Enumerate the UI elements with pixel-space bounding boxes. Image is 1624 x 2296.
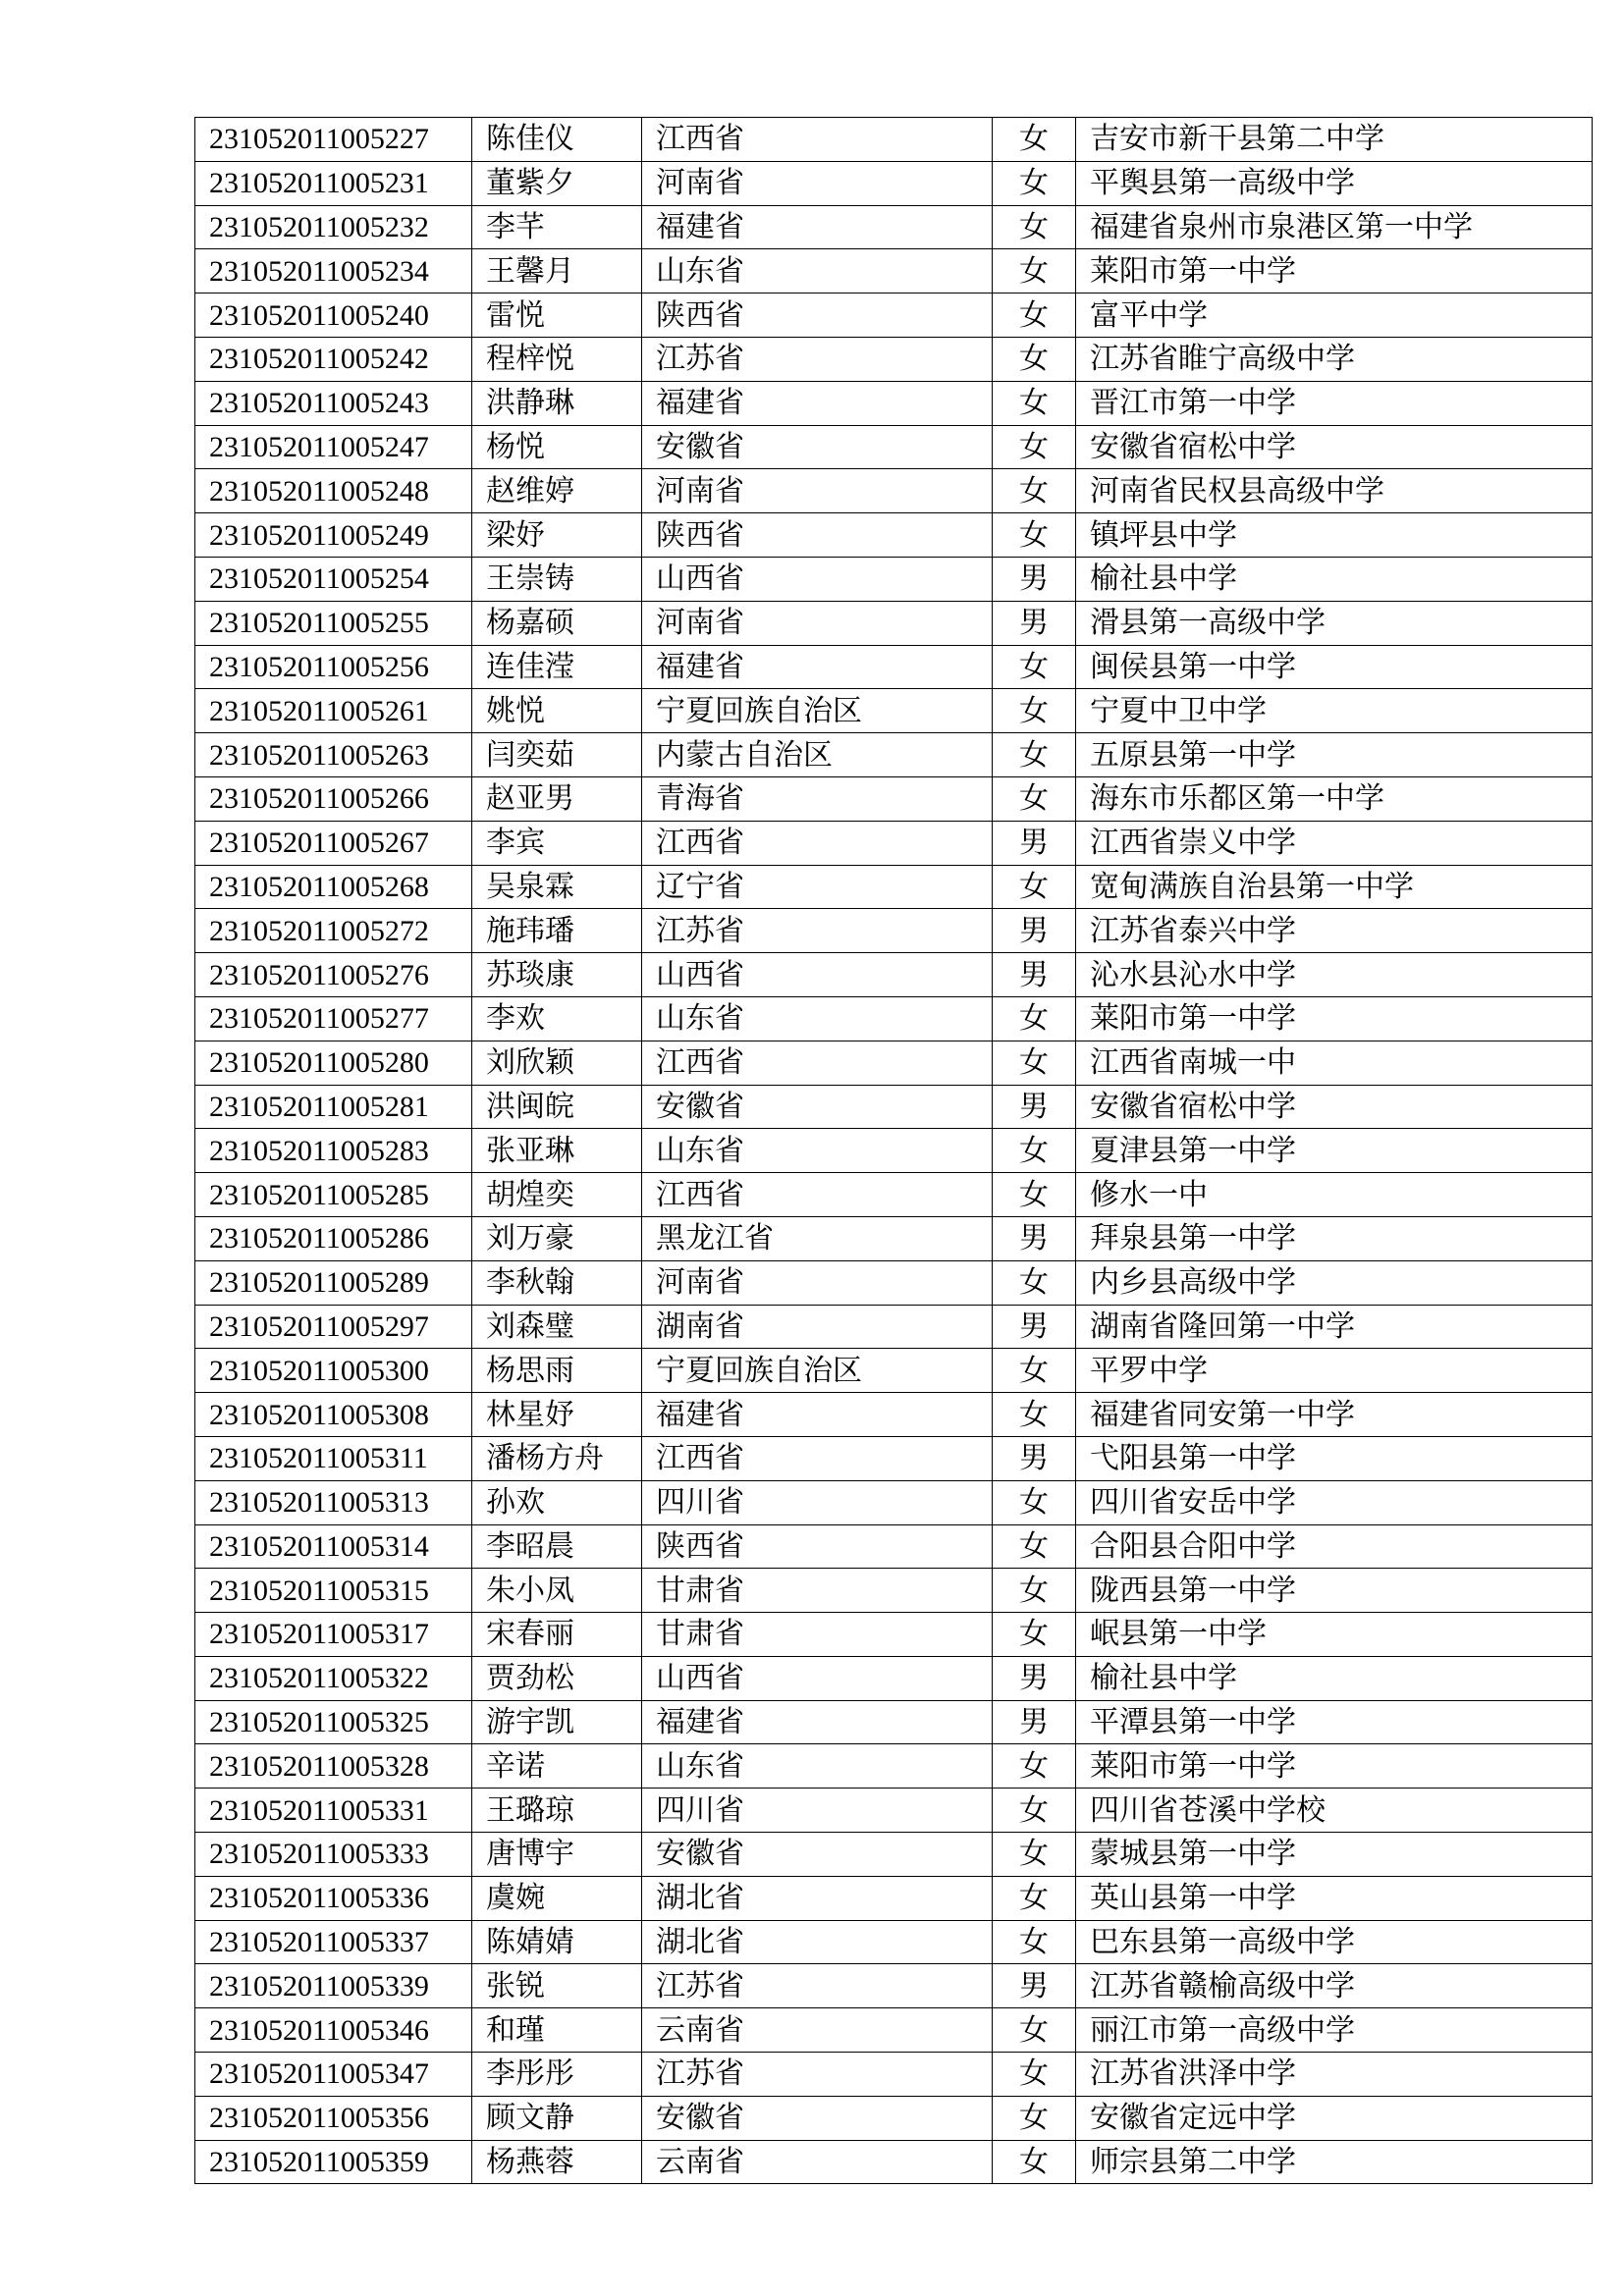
gender-cell: 女	[993, 1744, 1076, 1789]
gender-cell: 女	[993, 294, 1076, 338]
school-cell: 闽侯县第一中学	[1076, 645, 1593, 689]
gender-cell: 女	[993, 1260, 1076, 1305]
province-cell: 河南省	[642, 469, 993, 513]
student-name-cell: 张锐	[472, 1964, 642, 2008]
gender-cell: 女	[993, 2096, 1076, 2140]
gender-cell: 女	[993, 733, 1076, 777]
province-cell: 福建省	[642, 1393, 993, 1437]
province-cell: 江苏省	[642, 2053, 993, 2097]
table-row	[195, 205, 1593, 249]
school-cell: 巴东县第一高级中学	[1076, 1920, 1593, 1964]
gender-cell: 女	[993, 1393, 1076, 1437]
gender-cell: 女	[993, 2053, 1076, 2097]
gender-cell: 女	[993, 996, 1076, 1041]
table-row	[195, 1876, 1593, 1920]
table-row	[195, 1833, 1593, 1877]
student-name-cell: 王璐琼	[472, 1789, 642, 1833]
student-name-cell: 辛诺	[472, 1744, 642, 1789]
student-id-cell: 231052011005240	[195, 294, 472, 338]
student-name-cell: 刘欣颖	[472, 1041, 642, 1085]
gender-cell: 女	[993, 1569, 1076, 1613]
gender-cell: 女	[993, 118, 1076, 162]
student-name-cell: 李欢	[472, 996, 642, 1041]
gender-cell: 女	[993, 2140, 1076, 2184]
student-id-cell: 231052011005339	[195, 1964, 472, 2008]
student-id-cell: 231052011005347	[195, 2053, 472, 2097]
table-row	[195, 733, 1593, 777]
student-name-cell: 李宾	[472, 821, 642, 865]
province-cell: 江苏省	[642, 909, 993, 953]
student-name-cell: 王馨月	[472, 249, 642, 294]
student-name-cell: 王崇铸	[472, 557, 642, 601]
student-id-cell: 231052011005263	[195, 733, 472, 777]
student-name-cell: 张亚琳	[472, 1129, 642, 1173]
province-cell: 福建省	[642, 645, 993, 689]
student-name-cell: 陈婧婧	[472, 1920, 642, 1964]
school-cell: 平舆县第一高级中学	[1076, 161, 1593, 205]
gender-cell: 女	[993, 865, 1076, 909]
school-cell: 五原县第一中学	[1076, 733, 1593, 777]
student-name-cell: 闫奕茹	[472, 733, 642, 777]
table-row	[195, 2096, 1593, 2140]
school-cell: 富平中学	[1076, 294, 1593, 338]
table-row	[195, 645, 1593, 689]
province-cell: 山东省	[642, 996, 993, 1041]
gender-cell: 男	[993, 1305, 1076, 1349]
table-row	[195, 1524, 1593, 1569]
school-cell: 英山县第一中学	[1076, 1876, 1593, 1920]
table-row	[195, 1173, 1593, 1217]
table-row	[195, 1569, 1593, 1613]
school-cell: 四川省苍溪中学校	[1076, 1789, 1593, 1833]
gender-cell: 女	[993, 1349, 1076, 1393]
student-name-cell: 李芊	[472, 205, 642, 249]
school-cell: 修水一中	[1076, 1173, 1593, 1217]
student-name-cell: 陈佳仪	[472, 118, 642, 162]
school-cell: 丽江市第一高级中学	[1076, 2008, 1593, 2053]
gender-cell: 男	[993, 1656, 1076, 1700]
student-name-cell: 雷悦	[472, 294, 642, 338]
student-name-cell: 程梓悦	[472, 337, 642, 381]
province-cell: 山东省	[642, 249, 993, 294]
province-cell: 四川省	[642, 1480, 993, 1524]
table-row	[195, 2053, 1593, 2097]
student-name-cell: 梁妤	[472, 513, 642, 558]
gender-cell: 女	[993, 337, 1076, 381]
student-id-cell: 231052011005325	[195, 1700, 472, 1744]
student-name-cell: 杨燕蓉	[472, 2140, 642, 2184]
gender-cell: 女	[993, 1041, 1076, 1085]
table-row	[195, 601, 1593, 645]
province-cell: 湖南省	[642, 1305, 993, 1349]
student-name-cell: 杨悦	[472, 425, 642, 469]
province-cell: 江西省	[642, 1436, 993, 1480]
student-name-cell: 和瑾	[472, 2008, 642, 2053]
student-id-cell: 231052011005243	[195, 381, 472, 425]
school-cell: 内乡县高级中学	[1076, 1260, 1593, 1305]
school-cell: 江西省崇义中学	[1076, 821, 1593, 865]
table-row	[195, 161, 1593, 205]
province-cell: 山西省	[642, 557, 993, 601]
school-cell: 福建省同安第一中学	[1076, 1393, 1593, 1437]
student-name-cell: 朱小凤	[472, 1569, 642, 1613]
student-id-cell: 231052011005359	[195, 2140, 472, 2184]
province-cell: 江西省	[642, 118, 993, 162]
school-cell: 岷县第一中学	[1076, 1613, 1593, 1657]
province-cell: 湖北省	[642, 1876, 993, 1920]
gender-cell: 女	[993, 1833, 1076, 1877]
gender-cell: 女	[993, 1129, 1076, 1173]
student-name-cell: 胡煌奕	[472, 1173, 642, 1217]
student-name-cell: 洪闽皖	[472, 1085, 642, 1129]
gender-cell: 女	[993, 469, 1076, 513]
gender-cell: 女	[993, 689, 1076, 733]
table-row	[195, 1216, 1593, 1260]
school-cell: 安徽省定远中学	[1076, 2096, 1593, 2140]
table-row	[195, 1041, 1593, 1085]
student-id-cell: 231052011005280	[195, 1041, 472, 1085]
student-id-cell: 231052011005289	[195, 1260, 472, 1305]
gender-cell: 女	[993, 205, 1076, 249]
student-id-cell: 231052011005285	[195, 1173, 472, 1217]
school-cell: 福建省泉州市泉港区第一中学	[1076, 205, 1593, 249]
student-name-cell: 李昭晨	[472, 1524, 642, 1569]
province-cell: 黑龙江省	[642, 1216, 993, 1260]
table-row	[195, 1700, 1593, 1744]
province-cell: 陕西省	[642, 1524, 993, 1569]
student-id-cell: 231052011005333	[195, 1833, 472, 1877]
student-name-cell: 吴泉霖	[472, 865, 642, 909]
student-name-cell: 刘森璧	[472, 1305, 642, 1349]
province-cell: 安徽省	[642, 425, 993, 469]
student-id-cell: 231052011005254	[195, 557, 472, 601]
province-cell: 安徽省	[642, 1833, 993, 1877]
student-id-cell: 231052011005356	[195, 2096, 472, 2140]
student-id-cell: 231052011005286	[195, 1216, 472, 1260]
student-id-cell: 231052011005227	[195, 118, 472, 162]
province-cell: 河南省	[642, 161, 993, 205]
school-cell: 拜泉县第一中学	[1076, 1216, 1593, 1260]
province-cell: 河南省	[642, 1260, 993, 1305]
gender-cell: 女	[993, 1173, 1076, 1217]
province-cell: 江西省	[642, 1173, 993, 1217]
province-cell: 云南省	[642, 2008, 993, 2053]
table-row	[195, 118, 1593, 162]
student-name-cell: 唐博宇	[472, 1833, 642, 1877]
school-cell: 平罗中学	[1076, 1349, 1593, 1393]
student-name-cell: 洪静琳	[472, 381, 642, 425]
gender-cell: 女	[993, 1920, 1076, 1964]
table-row	[195, 821, 1593, 865]
table-row	[195, 425, 1593, 469]
province-cell: 陕西省	[642, 513, 993, 558]
province-cell: 宁夏回族自治区	[642, 689, 993, 733]
school-cell: 榆社县中学	[1076, 557, 1593, 601]
province-cell: 河南省	[642, 601, 993, 645]
gender-cell: 男	[993, 1085, 1076, 1129]
gender-cell: 男	[993, 953, 1076, 997]
student-name-cell: 杨嘉硕	[472, 601, 642, 645]
gender-cell: 男	[993, 1216, 1076, 1260]
school-cell: 师宗县第二中学	[1076, 2140, 1593, 2184]
table-row	[195, 1436, 1593, 1480]
gender-cell: 男	[993, 909, 1076, 953]
student-name-cell: 施玮璠	[472, 909, 642, 953]
school-cell: 平潭县第一中学	[1076, 1700, 1593, 1744]
student-id-cell: 231052011005232	[195, 205, 472, 249]
student-id-cell: 231052011005322	[195, 1656, 472, 1700]
student-name-cell: 游宇凯	[472, 1700, 642, 1744]
table-row	[195, 1656, 1593, 1700]
gender-cell: 男	[993, 821, 1076, 865]
gender-cell: 女	[993, 249, 1076, 294]
roster-table	[194, 117, 1593, 2184]
school-cell: 蒙城县第一中学	[1076, 1833, 1593, 1877]
student-id-cell: 231052011005266	[195, 776, 472, 821]
student-name-cell: 董紫夕	[472, 161, 642, 205]
student-id-cell: 231052011005242	[195, 337, 472, 381]
table-row	[195, 1789, 1593, 1833]
province-cell: 山东省	[642, 1744, 993, 1789]
table-row	[195, 996, 1593, 1041]
province-cell: 安徽省	[642, 2096, 993, 2140]
province-cell: 山西省	[642, 1656, 993, 1700]
student-id-cell: 231052011005337	[195, 1920, 472, 1964]
student-id-cell: 231052011005313	[195, 1480, 472, 1524]
student-id-cell: 231052011005311	[195, 1436, 472, 1480]
student-id-cell: 231052011005315	[195, 1569, 472, 1613]
student-name-cell: 赵维婷	[472, 469, 642, 513]
school-cell: 莱阳市第一中学	[1076, 249, 1593, 294]
table-row	[195, 1129, 1593, 1173]
student-id-cell: 231052011005272	[195, 909, 472, 953]
school-cell: 莱阳市第一中学	[1076, 1744, 1593, 1789]
province-cell: 安徽省	[642, 1085, 993, 1129]
province-cell: 福建省	[642, 381, 993, 425]
student-name-cell: 李秋翰	[472, 1260, 642, 1305]
student-id-cell: 231052011005317	[195, 1613, 472, 1657]
school-cell: 合阳县合阳中学	[1076, 1524, 1593, 1569]
school-cell: 河南省民权县高级中学	[1076, 469, 1593, 513]
table-row	[195, 2008, 1593, 2053]
gender-cell: 男	[993, 601, 1076, 645]
student-id-cell: 231052011005256	[195, 645, 472, 689]
province-cell: 湖北省	[642, 1920, 993, 1964]
student-id-cell: 231052011005281	[195, 1085, 472, 1129]
province-cell: 青海省	[642, 776, 993, 821]
student-id-cell: 231052011005328	[195, 1744, 472, 1789]
school-cell: 夏津县第一中学	[1076, 1129, 1593, 1173]
gender-cell: 女	[993, 1480, 1076, 1524]
school-cell: 江西省南城一中	[1076, 1041, 1593, 1085]
student-id-cell: 231052011005234	[195, 249, 472, 294]
province-cell: 江苏省	[642, 1964, 993, 2008]
table-row	[195, 1613, 1593, 1657]
student-id-cell: 231052011005277	[195, 996, 472, 1041]
student-name-cell: 姚悦	[472, 689, 642, 733]
student-id-cell: 231052011005255	[195, 601, 472, 645]
student-name-cell: 李彤彤	[472, 2053, 642, 2097]
student-id-cell: 231052011005314	[195, 1524, 472, 1569]
province-cell: 内蒙古自治区	[642, 733, 993, 777]
province-cell: 福建省	[642, 1700, 993, 1744]
student-name-cell: 虞婉	[472, 1876, 642, 1920]
student-name-cell: 苏琰康	[472, 953, 642, 997]
student-id-cell: 231052011005247	[195, 425, 472, 469]
student-id-cell: 231052011005268	[195, 865, 472, 909]
student-name-cell: 孙欢	[472, 1480, 642, 1524]
gender-cell: 男	[993, 557, 1076, 601]
table-row	[195, 776, 1593, 821]
school-cell: 滑县第一高级中学	[1076, 601, 1593, 645]
table-row	[195, 381, 1593, 425]
province-cell: 陕西省	[642, 294, 993, 338]
table-row	[195, 1964, 1593, 2008]
student-id-cell: 231052011005267	[195, 821, 472, 865]
student-id-cell: 231052011005331	[195, 1789, 472, 1833]
table-row	[195, 689, 1593, 733]
province-cell: 江西省	[642, 1041, 993, 1085]
table-row	[195, 1305, 1593, 1349]
school-cell: 吉安市新干县第二中学	[1076, 118, 1593, 162]
student-name-cell: 杨思雨	[472, 1349, 642, 1393]
student-name-cell: 宋春丽	[472, 1613, 642, 1657]
school-cell: 江苏省睢宁高级中学	[1076, 337, 1593, 381]
gender-cell: 女	[993, 1524, 1076, 1569]
school-cell: 陇西县第一中学	[1076, 1569, 1593, 1613]
gender-cell: 女	[993, 776, 1076, 821]
table-row	[195, 953, 1593, 997]
student-id-cell: 231052011005231	[195, 161, 472, 205]
student-id-cell: 231052011005336	[195, 1876, 472, 1920]
province-cell: 四川省	[642, 1789, 993, 1833]
gender-cell: 女	[993, 161, 1076, 205]
gender-cell: 男	[993, 1964, 1076, 2008]
school-cell: 安徽省宿松中学	[1076, 425, 1593, 469]
province-cell: 甘肃省	[642, 1613, 993, 1657]
province-cell: 宁夏回族自治区	[642, 1349, 993, 1393]
province-cell: 江西省	[642, 821, 993, 865]
student-id-cell: 231052011005297	[195, 1305, 472, 1349]
school-cell: 弋阳县第一中学	[1076, 1436, 1593, 1480]
school-cell: 江苏省泰兴中学	[1076, 909, 1593, 953]
table-row	[195, 337, 1593, 381]
school-cell: 江苏省洪泽中学	[1076, 2053, 1593, 2097]
gender-cell: 女	[993, 645, 1076, 689]
table-row	[195, 1920, 1593, 1964]
table-row	[195, 2140, 1593, 2184]
student-name-cell: 赵亚男	[472, 776, 642, 821]
table-row	[195, 909, 1593, 953]
school-cell: 晋江市第一中学	[1076, 381, 1593, 425]
table-row	[195, 1260, 1593, 1305]
school-cell: 莱阳市第一中学	[1076, 996, 1593, 1041]
student-id-cell: 231052011005276	[195, 953, 472, 997]
student-id-cell: 231052011005346	[195, 2008, 472, 2053]
gender-cell: 女	[993, 1789, 1076, 1833]
province-cell: 山西省	[642, 953, 993, 997]
roster-body	[195, 118, 1593, 2184]
gender-cell: 女	[993, 2008, 1076, 2053]
student-name-cell: 刘万豪	[472, 1216, 642, 1260]
student-id-cell: 231052011005248	[195, 469, 472, 513]
table-row	[195, 294, 1593, 338]
province-cell: 江苏省	[642, 337, 993, 381]
gender-cell: 女	[993, 425, 1076, 469]
school-cell: 榆社县中学	[1076, 1656, 1593, 1700]
school-cell: 宁夏中卫中学	[1076, 689, 1593, 733]
student-id-cell: 231052011005261	[195, 689, 472, 733]
table-row	[195, 1480, 1593, 1524]
table-row	[195, 1744, 1593, 1789]
province-cell: 云南省	[642, 2140, 993, 2184]
gender-cell: 男	[993, 1436, 1076, 1480]
table-row	[195, 513, 1593, 558]
student-name-cell: 顾文静	[472, 2096, 642, 2140]
school-cell: 海东市乐都区第一中学	[1076, 776, 1593, 821]
province-cell: 辽宁省	[642, 865, 993, 909]
gender-cell: 女	[993, 513, 1076, 558]
province-cell: 甘肃省	[642, 1569, 993, 1613]
school-cell: 安徽省宿松中学	[1076, 1085, 1593, 1129]
table-row	[195, 1393, 1593, 1437]
school-cell: 江苏省赣榆高级中学	[1076, 1964, 1593, 2008]
school-cell: 四川省安岳中学	[1076, 1480, 1593, 1524]
student-id-cell: 231052011005249	[195, 513, 472, 558]
school-cell: 沁水县沁水中学	[1076, 953, 1593, 997]
student-name-cell: 贾劲松	[472, 1656, 642, 1700]
province-cell: 山东省	[642, 1129, 993, 1173]
student-id-cell: 231052011005308	[195, 1393, 472, 1437]
school-cell: 宽甸满族自治县第一中学	[1076, 865, 1593, 909]
table-row	[195, 1085, 1593, 1129]
student-id-cell: 231052011005283	[195, 1129, 472, 1173]
student-name-cell: 林星妤	[472, 1393, 642, 1437]
student-id-cell: 231052011005300	[195, 1349, 472, 1393]
gender-cell: 女	[993, 381, 1076, 425]
school-cell: 湖南省隆回第一中学	[1076, 1305, 1593, 1349]
province-cell: 福建省	[642, 205, 993, 249]
gender-cell: 女	[993, 1876, 1076, 1920]
gender-cell: 男	[993, 1700, 1076, 1744]
school-cell: 镇坪县中学	[1076, 513, 1593, 558]
table-row	[195, 469, 1593, 513]
table-row	[195, 557, 1593, 601]
table-row	[195, 865, 1593, 909]
table-row	[195, 1349, 1593, 1393]
student-name-cell: 连佳滢	[472, 645, 642, 689]
table-row	[195, 249, 1593, 294]
gender-cell: 女	[993, 1613, 1076, 1657]
student-name-cell: 潘杨方舟	[472, 1436, 642, 1480]
